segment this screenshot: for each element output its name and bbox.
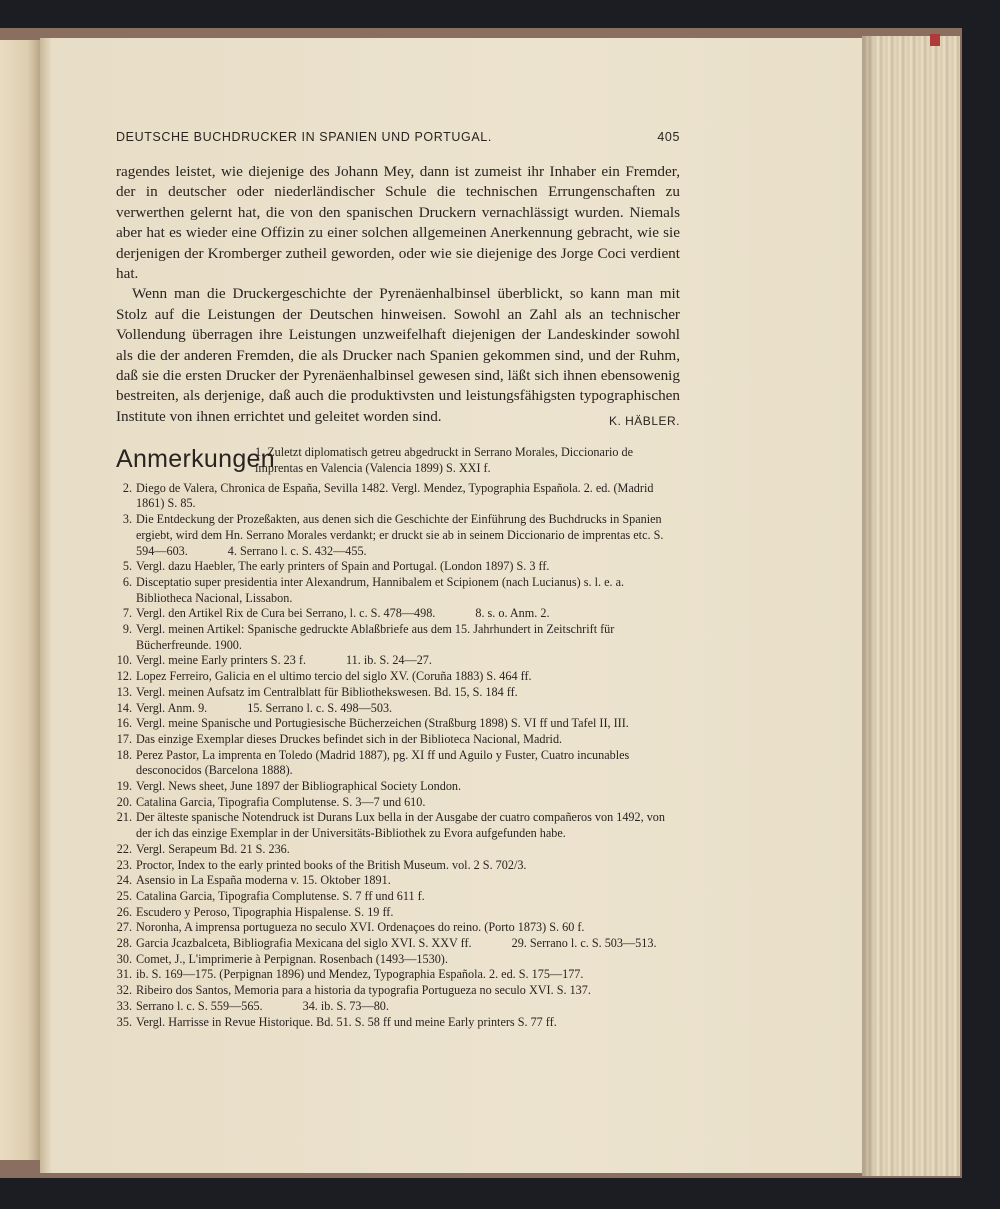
- note-number: 21.: [116, 810, 132, 825]
- note-number: 23.: [116, 857, 132, 872]
- note-text: Asensio in La España moderna v. 15. Oktober 1891.: [136, 873, 391, 888]
- note-number: 29.: [511, 936, 527, 951]
- note-item: [116, 842, 680, 858]
- note-number: 2.: [122, 480, 132, 495]
- note-text: Serrano l. c. S. 559—565.: [136, 998, 263, 1013]
- page-number: 405: [657, 130, 680, 144]
- note-text: Die Entdeckung der Prozeßakten, aus denen sich die Geschichte der Einführung des Buchdrucks in Spanien ergiebt, wird dem Hn. Serrano Morales verdankt; er druckt sie ab in seinem Diccionario de imprentas etc. S. 594—603.: [136, 512, 664, 558]
- note-text: Vergl. meine Spanische und Portugiesische Bücherzeichen (Straßburg 1898) S. VI ff und Tafel II, III.: [136, 716, 629, 731]
- note-text: Vergl. den Artikel Rix de Cura bei Serrano, l. c. S. 478—498.: [136, 606, 436, 621]
- note-item: [116, 716, 680, 732]
- note-text: ib. S. 73—80.: [320, 998, 389, 1013]
- note-item: [116, 685, 680, 701]
- note-number: 24.: [116, 873, 132, 888]
- note-number: 3.: [122, 512, 132, 527]
- running-head: [116, 130, 680, 148]
- note-text: Lopez Ferreiro, Galicia en el ultimo tercio del siglo XV. (Coruña 1883) S. 464 ff.: [136, 669, 532, 684]
- note-item: [116, 559, 680, 575]
- note-item: [116, 606, 680, 622]
- note-number: 18.: [116, 747, 132, 762]
- note-text: Catalina Garcia, Tipografia Complutense. S. 7 ff und 611 f.: [136, 888, 425, 903]
- note-number: 4.: [227, 543, 237, 558]
- note-number: 32.: [116, 983, 132, 998]
- note-item: [116, 732, 680, 748]
- note-number: 30.: [116, 951, 132, 966]
- note-item: [116, 905, 680, 921]
- note-text: Vergl. Harrisse in Revue Historique. Bd. 51. S. 58 ff und meine Early printers S. 77 ff.: [136, 1014, 557, 1029]
- note-item: [116, 999, 680, 1015]
- note-item: [116, 622, 680, 653]
- note-text: Serrano l. c. S. 498—503.: [265, 700, 393, 715]
- paragraph-2-text: Wenn man die Druckergeschichte der Pyrenäenhalbinsel überblickt, so kann man mit Stolz auf die Leistungen der Deutschen hinweisen. Sowohl an Zahl als an technischer Vollendung überragen ihre Leistungen unzweifelhaft diejenigen der Landeskinder sowohl als die der anderen Fremden, die als Drucker nach Spanien gekommen sind, und der Ruhm, daß sie die ersten Drucker der Pyrenäenhalbinsel gewesen sind, läßt sich ihnen ebensowenig bestreiten, als derjenige, daß auch die produktivsten und leistungsfähigsten typographischen Institute von ihnen errichtet und geleitet worden sind.: [116, 285, 680, 425]
- paragraph-2: [116, 284, 680, 427]
- note-item: [116, 936, 680, 952]
- note-text: Vergl. meinen Artikel: Spanische gedruckte Ablaßbriefe aus dem 15. Jahrhundert in Zeitschrift für Bücherfreunde. 1900.: [136, 622, 615, 652]
- notes-list: [116, 481, 680, 1031]
- note-text: Vergl. meinen Aufsatz im Centralblatt für Bibliothekswesen. Bd. 15, S. 184 ff.: [136, 684, 518, 699]
- note-number: 33.: [116, 998, 132, 1013]
- page-content: [116, 130, 680, 1030]
- note-text: Disceptatio super presidentia inter Alexandrum, Hannibalem et Scipionem (nach Lucianus) s. l. e. a. Bibliotheca Nacional, Lissabon.: [136, 574, 625, 605]
- note-text: Serrano l. c. S. 432—455.: [239, 543, 367, 558]
- notes-heading: Anmerkungen: [116, 445, 275, 474]
- note-text: Vergl. News sheet, June 1897 der Bibliographical Society London.: [136, 779, 462, 794]
- note-item: [116, 889, 680, 905]
- note-text: Vergl. Serapeum Bd. 21 S. 236.: [136, 841, 290, 856]
- note-text: Comet, J., L'imprimerie à Perpignan. Rosenbach (1493—1530).: [136, 951, 448, 966]
- note-item: [116, 967, 680, 983]
- bookmark-ribbon: [930, 34, 940, 46]
- note-text: s. o. Anm. 2.: [487, 606, 550, 621]
- note-number: 8.: [475, 606, 485, 621]
- note-text: Perez Pastor, La imprenta en Toledo (Madrid 1887), pg. XI ff und Aguilo y Fuster, Cuatro incunables desconocidos (Barcelona 1888).: [136, 747, 630, 778]
- note-1: 1. Zuletzt diplomatisch getreu abgedruckt in Serrano Morales, Diccionario de imprentas en Valencia (Valencia 1899) S. XXI f.: [255, 445, 634, 475]
- note-item: [116, 512, 680, 559]
- note-number: 10.: [116, 653, 132, 668]
- note-number: 9.: [122, 622, 132, 637]
- author-signature: K. HÄBLER.: [608, 413, 680, 428]
- note-item: [116, 669, 680, 685]
- note-number: 28.: [116, 936, 132, 951]
- note-item: [116, 810, 680, 841]
- note-number: 12.: [116, 669, 132, 684]
- note-item: [116, 920, 680, 936]
- note-item: [116, 795, 680, 811]
- note-text: Der älteste spanische Notendruck ist Durans Lux bella in der Ausgabe der cuatro compañeros von 1492, von der ich das einzige Exemplar in der Universitäts-Bibliothek zu Evora aufgefunden habe.: [136, 810, 665, 841]
- note-item: [116, 858, 680, 874]
- note-text: Vergl. Anm. 9.: [136, 700, 208, 715]
- note-item: [116, 481, 680, 512]
- body-text: [116, 162, 680, 431]
- page-gutter-shadow: [862, 36, 876, 1176]
- note-text: ib. S. 24—27.: [363, 653, 432, 668]
- note-number: 13.: [116, 684, 132, 699]
- note-number: 27.: [116, 920, 132, 935]
- note-item: [116, 983, 680, 999]
- note-number: 16.: [116, 716, 132, 731]
- note-number: 6.: [122, 574, 132, 589]
- note-text: Serrano l. c. S. 503—513.: [529, 936, 657, 951]
- note-text: Proctor, Index to the early printed books of the British Museum. vol. 2 S. 702/3.: [136, 857, 527, 872]
- running-head-title: DEUTSCHE BUCHDRUCKER IN SPANIEN UND PORTUGAL.: [116, 130, 492, 144]
- note-number: 14.: [116, 700, 132, 715]
- page-stack-edges: [862, 36, 960, 1176]
- paragraph-1: ragendes leistet, wie diejenige des Johann Mey, dann ist zumeist ihr Inhaber ein Fremder, der in deutscher oder niederländischer Schule die technischen Errungenschaften zu verwerthen gelernt hat, die von den spanischen Druckern vernachlässigt wurden. Niemals aber hat es wieder eine Offizin zu einer solchen allgemeinen Anerkennung gebracht, wie sie derjenigen der Kromberger zutheil geworden, oder wie sie diejenige des Jorge Coci verdient hat.: [116, 163, 680, 283]
- note-number: 7.: [122, 606, 132, 621]
- note-text: Ribeiro dos Santos, Memoria para a historia da typografia Portugueza no seculo XVI. S. 137.: [136, 983, 591, 998]
- note-number: 34.: [302, 998, 318, 1013]
- note-number: 17.: [116, 731, 132, 746]
- left-page-edge: [0, 40, 40, 1160]
- note-text: ib. S. 169—175. (Perpignan 1896) und Mendez, Typographia Española. 2. ed. S. 175—177.: [136, 967, 584, 982]
- note-item: [116, 952, 680, 968]
- note-text: Garcia Jcazbalceta, Bibliografia Mexicana del siglo XVI. S. XXV ff.: [136, 936, 472, 951]
- note-number: 31.: [116, 967, 132, 982]
- note-number: 26.: [116, 904, 132, 919]
- note-text: Vergl. meine Early printers S. 23 f.: [136, 653, 307, 668]
- note-number: 22.: [116, 841, 132, 856]
- note-text: Catalina Garcia, Tipografia Complutense. S. 3—7 und 610.: [136, 794, 426, 809]
- note-item: [116, 748, 680, 779]
- notes-section: [116, 445, 680, 476]
- note-item: [116, 1015, 680, 1031]
- note-item: [116, 701, 680, 717]
- note-number: 35.: [116, 1014, 132, 1029]
- note-number: 20.: [116, 794, 132, 809]
- note-text: Noronha, A imprensa portugueza no seculo XVI. Ordenaçoes do reino. (Porto 1873) S. 60 f.: [136, 920, 585, 935]
- note-number: 11.: [346, 653, 361, 668]
- note-text: Escudero y Peroso, Tipographia Hispalense. S. 19 ff.: [136, 904, 394, 919]
- note-item: [116, 873, 680, 889]
- note-text: Diego de Valera, Chronica de España, Sevilla 1482. Vergl. Mendez, Typographia Española. 2. ed. (Madrid 1861) S. 85.: [136, 480, 654, 511]
- note-item: [116, 575, 680, 606]
- note-text: Vergl. dazu Haebler, The early printers of Spain and Portugal. (London 1897) S. 3 ff.: [136, 559, 550, 574]
- note-item: [116, 779, 680, 795]
- note-text: Das einzige Exemplar dieses Druckes befindet sich in der Biblioteca Nacional, Madrid.: [136, 731, 563, 746]
- note-item: [116, 653, 680, 669]
- note-number: 19.: [116, 779, 132, 794]
- note-number: 25.: [116, 888, 132, 903]
- note-number: 5.: [122, 559, 132, 574]
- note-number: 15.: [247, 700, 263, 715]
